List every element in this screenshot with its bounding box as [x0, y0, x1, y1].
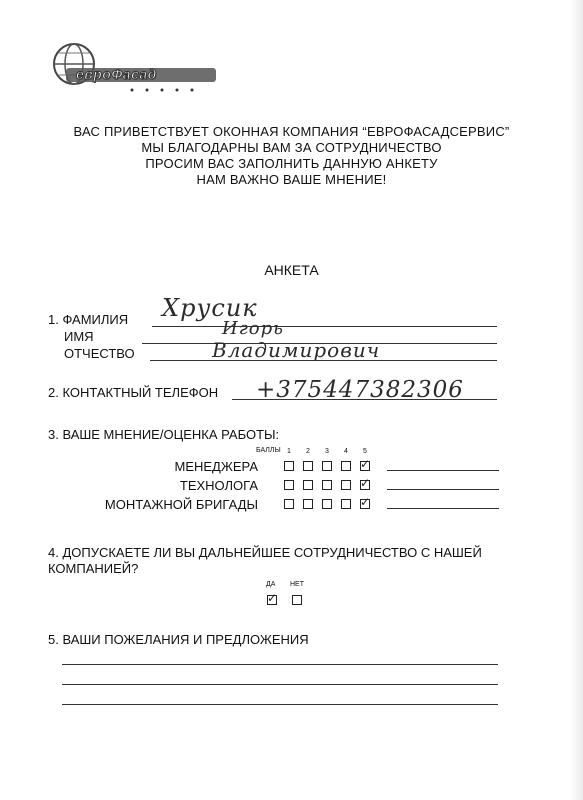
- manager-score-2-checkbox[interactable]: [303, 461, 313, 471]
- greeting-line-4: НАМ ВАЖНО ВАШЕ МНЕНИЕ!: [196, 172, 387, 187]
- score-header-3: 3: [325, 448, 329, 455]
- cooperation-question-line-2: КОМПАНИЕЙ?: [48, 561, 139, 576]
- suggestions-line-2[interactable]: [62, 684, 498, 685]
- form-title: АНКЕТА: [264, 262, 319, 278]
- technologist-score-2-checkbox[interactable]: [303, 480, 313, 490]
- patronymic-handwritten-value: Владимирович: [212, 338, 381, 362]
- manager-label: МЕНЕДЖЕРА: [174, 459, 258, 474]
- patronymic-label: ОТЧЕСТВО: [64, 346, 135, 361]
- greeting-line-2: МЫ БЛАГОДАРНЫ ВАМ ЗА СОТРУДНИЧЕСТВО: [141, 140, 442, 155]
- name-label: ИМЯ: [64, 329, 94, 344]
- installation-crew-label: МОНТАЖНОЙ БРИГАДЫ: [104, 497, 258, 512]
- technologist-score-3-checkbox[interactable]: [322, 480, 332, 490]
- checkmark-icon: ✓: [267, 591, 278, 605]
- score-header-5: 5: [363, 448, 367, 455]
- no-checkbox[interactable]: [292, 595, 302, 605]
- rating-label: 3. ВАШЕ МНЕНИЕ/ОЦЕНКА РАБОТЫ:: [48, 427, 280, 442]
- manager-comment-line[interactable]: [387, 470, 499, 471]
- no-label: НЕТ: [290, 581, 304, 588]
- manager-score-5-checkbox[interactable]: [360, 457, 371, 471]
- yes-label: ДА: [266, 581, 276, 588]
- yes-checkbox[interactable]: [267, 591, 278, 605]
- greeting-header: [0, 124, 583, 188]
- technologist-label: ТЕХНОЛОГА: [179, 478, 258, 493]
- technologist-score-5-checkbox[interactable]: [360, 476, 371, 490]
- manager-score-3-checkbox[interactable]: [322, 461, 332, 471]
- crew-comment-line[interactable]: [387, 508, 499, 509]
- suggestions-label: 5. ВАШИ ПОЖЕЛАНИЯ И ПРЕДЛОЖЕНИЯ: [48, 632, 309, 647]
- surname-handwritten-value: Хрусик: [162, 294, 258, 322]
- checkmark-icon: ✓: [360, 495, 371, 509]
- crew-score-1-checkbox[interactable]: [284, 499, 294, 509]
- crew-score-4-checkbox[interactable]: [341, 499, 351, 509]
- phone-label: 2. КОНТАКТНЫЙ ТЕЛЕФОН: [48, 385, 219, 400]
- checkmark-icon: ✓: [360, 476, 371, 490]
- scores-label: БАЛЛЫ: [256, 447, 281, 454]
- cooperation-question-line-1: 4. ДОПУСКАЕТЕ ЛИ ВЫ ДАЛЬНЕЙШЕЕ СОТРУДНИЧЕСТВО С НАШЕЙ: [48, 545, 482, 560]
- manager-score-1-checkbox[interactable]: [284, 461, 294, 471]
- manager-score-4-checkbox[interactable]: [341, 461, 351, 471]
- technologist-score-4-checkbox[interactable]: [341, 480, 351, 490]
- crew-score-3-checkbox[interactable]: [322, 499, 332, 509]
- crew-score-2-checkbox[interactable]: [303, 499, 313, 509]
- technologist-comment-line[interactable]: [387, 489, 499, 490]
- phone-handwritten-value: +375447382306: [256, 377, 464, 403]
- greeting-line-3: ПРОСИМ ВАС ЗАПОЛНИТЬ ДАННУЮ АНКЕТУ: [145, 156, 438, 171]
- logo-wordmark: евроФасад: [76, 66, 157, 82]
- suggestions-line-3[interactable]: [62, 704, 498, 705]
- greeting-line-1: ВАС ПРИВЕТСТВУЕТ ОКОННАЯ КОМПАНИЯ “ЕВРОФАСАДСЕРВИС”: [73, 124, 510, 139]
- technologist-score-1-checkbox[interactable]: [284, 480, 294, 490]
- score-header-1: 1: [287, 448, 291, 455]
- name-handwritten-value: Игорь: [222, 318, 284, 339]
- surname-label: 1. ФАМИЛИЯ: [48, 312, 129, 327]
- checkmark-icon: ✓: [360, 457, 371, 471]
- company-logo: [52, 40, 222, 95]
- suggestions-line-1[interactable]: [62, 664, 498, 665]
- surname-field[interactable]: [152, 326, 497, 327]
- crew-score-5-checkbox[interactable]: [360, 495, 371, 509]
- score-header-2: 2: [306, 448, 310, 455]
- score-header-4: 4: [344, 448, 348, 455]
- scan-edge-shadow: [569, 0, 583, 800]
